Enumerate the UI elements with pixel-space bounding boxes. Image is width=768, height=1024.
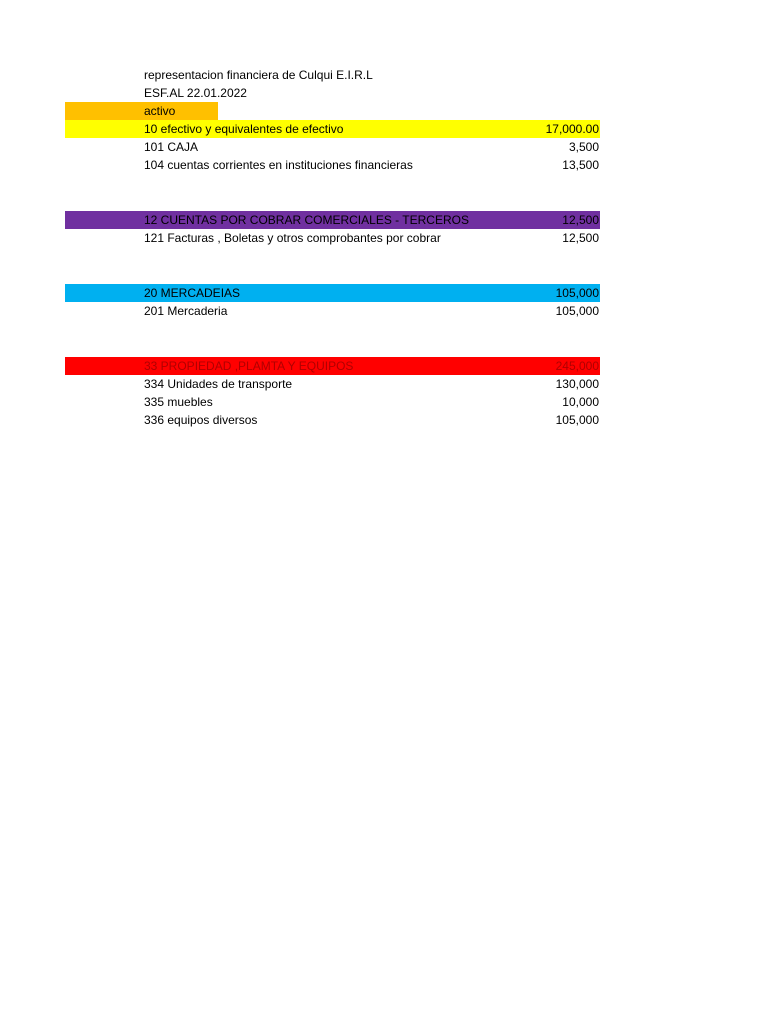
line-item: [0, 375, 768, 393]
line-item-amount: 3,500: [568, 140, 599, 154]
group-heading-propiedad-planta-equipos: [0, 357, 768, 375]
group-heading-cuentas-por-cobrar: [0, 211, 768, 229]
line-item: [0, 156, 768, 174]
heading-label: 10 efectivo y equivalentes de efectivo: [144, 122, 344, 136]
section-label: activo: [144, 104, 176, 118]
line-item-amount: 13,500: [562, 158, 599, 172]
line-item: [0, 411, 768, 429]
line-item-label: 121 Facturas , Boletas y otros comprobantes por cobrar: [144, 231, 441, 245]
line-item: [0, 393, 768, 411]
line-item-label: 101 CAJA: [144, 140, 199, 154]
line-item-label: 104 cuentas corrientes en instituciones financieras: [144, 158, 413, 172]
report-title-row: [0, 66, 768, 84]
line-item-amount: 10,000: [562, 395, 599, 409]
line-item-amount: 105,000: [555, 304, 599, 318]
line-item-label: 335 muebles: [144, 395, 213, 409]
line-item-label: 334 Unidades de transporte: [144, 377, 293, 391]
section-highlight: [65, 102, 218, 120]
line-item-amount: 105,000: [555, 413, 599, 427]
heading-amount: 245,000: [555, 359, 599, 373]
line-item-label: 201 Mercaderia: [144, 304, 228, 318]
line-item-amount: 12,500: [562, 231, 599, 245]
heading-amount: 12,500: [562, 213, 599, 227]
line-item: [0, 138, 768, 156]
report-date: ESF.AL 22.01.2022: [144, 86, 247, 100]
line-item-label: 336 equipos diversos: [144, 413, 258, 427]
heading-label: 33 PROPIEDAD ,PLAMTA Y EQUIPOS: [144, 359, 354, 373]
line-item: [0, 229, 768, 247]
report-title: representacion financiera de Culqui E.I.R.L: [144, 68, 373, 82]
heading-amount: 17,000.00: [545, 122, 599, 136]
group-heading-efectivo: [0, 120, 768, 138]
line-item-amount: 130,000: [555, 377, 599, 391]
heading-label: 12 CUENTAS POR COBRAR COMERCIALES - TERCEROS: [144, 213, 469, 227]
group-heading-mercaderias: [0, 284, 768, 302]
report-date-row: [0, 84, 768, 102]
line-item: [0, 302, 768, 320]
heading-amount: 105,000: [555, 286, 599, 300]
section-row: [0, 102, 768, 120]
heading-label: 20 MERCADEIAS: [144, 286, 241, 300]
